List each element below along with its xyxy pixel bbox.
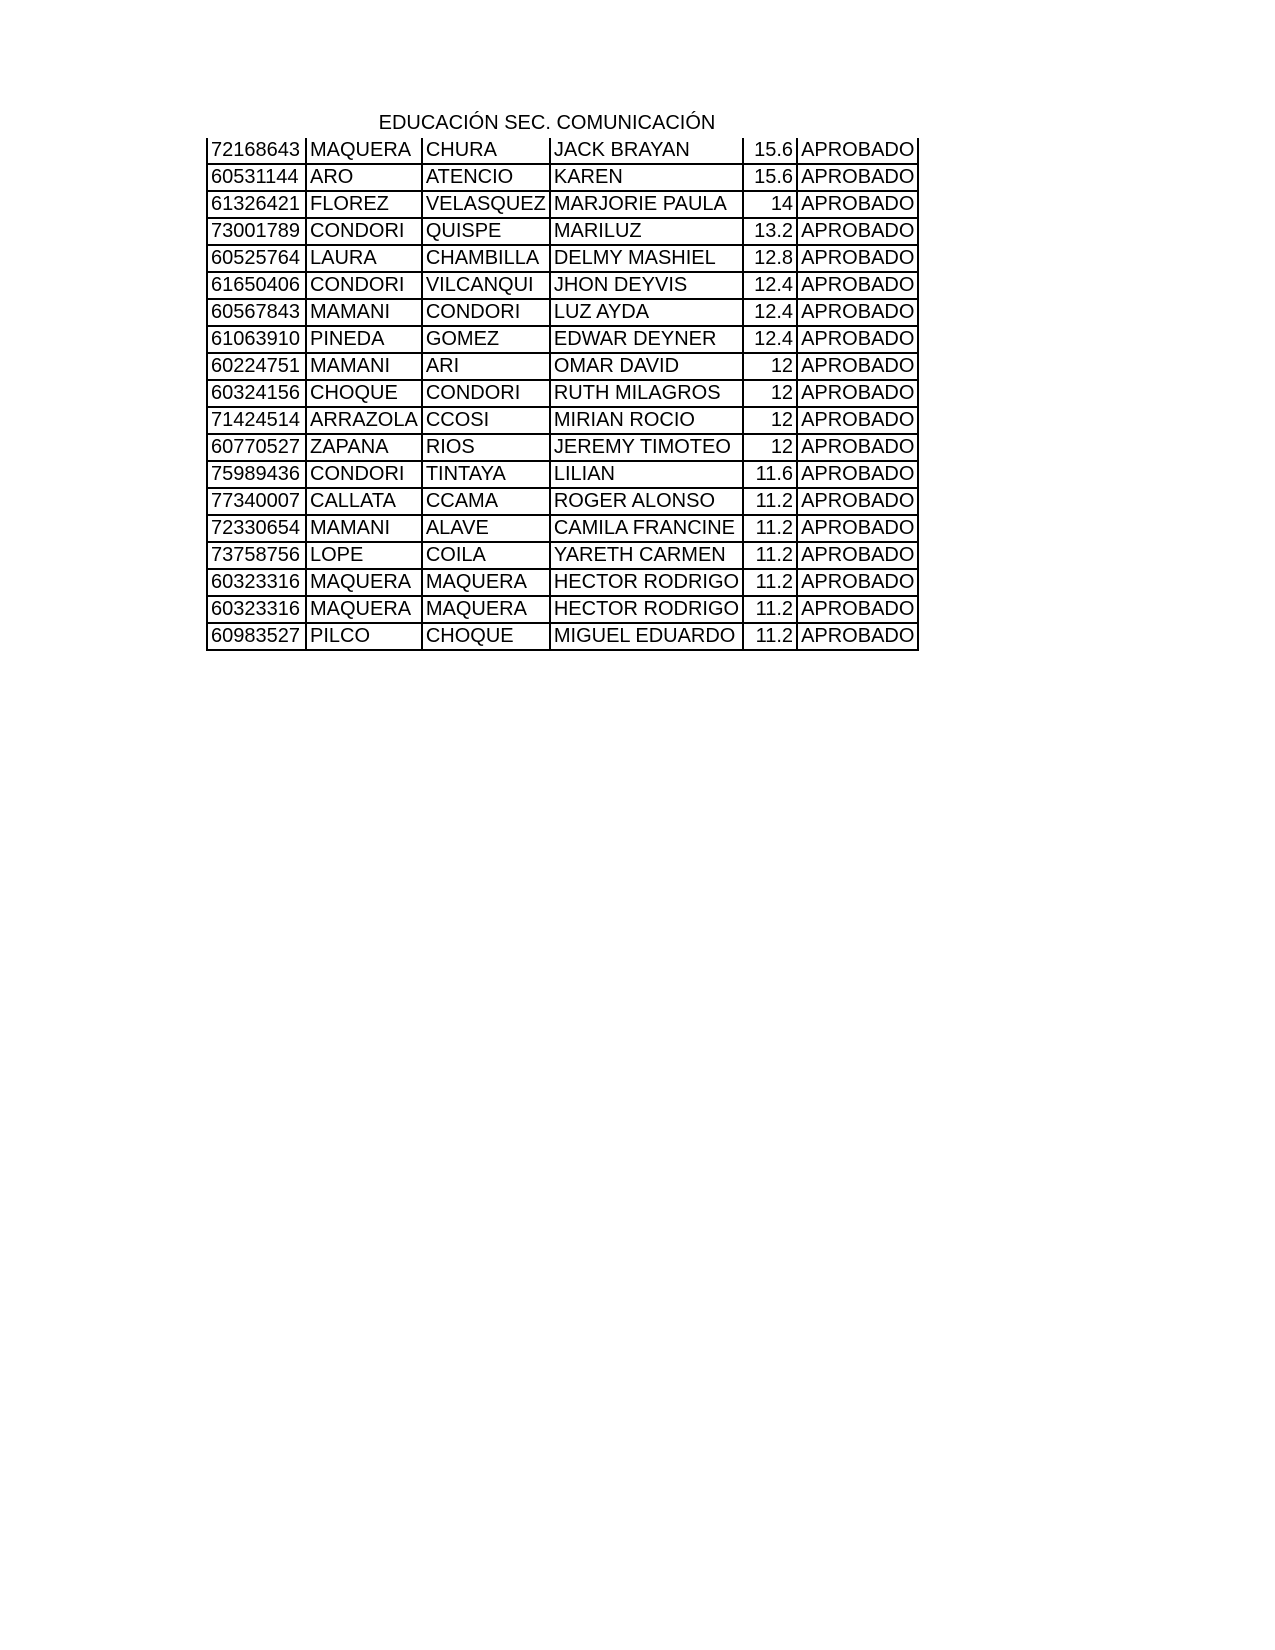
second-surname-cell: ALAVE xyxy=(422,515,550,542)
grade-cell: 12.4 xyxy=(743,299,797,326)
table-row xyxy=(207,461,918,488)
grade-cell: 12.4 xyxy=(743,326,797,353)
first-surname-cell: ARO xyxy=(306,164,422,191)
dni-cell: 60531144 xyxy=(207,164,306,191)
status-cell: APROBADO xyxy=(797,353,918,380)
first-surname-cell: LOPE xyxy=(306,542,422,569)
first-surname-cell: CONDORI xyxy=(306,461,422,488)
given-names-cell: JHON DEYVIS xyxy=(550,272,743,299)
status-cell: APROBADO xyxy=(797,461,918,488)
given-names-cell: KAREN xyxy=(550,164,743,191)
given-names-cell: HECTOR RODRIGO xyxy=(550,596,743,623)
table-row xyxy=(207,488,918,515)
table-row xyxy=(207,596,918,623)
table-row xyxy=(207,326,918,353)
second-surname-cell: CHURA xyxy=(422,138,550,164)
dni-cell: 72330654 xyxy=(207,515,306,542)
given-names-cell: ROGER ALONSO xyxy=(550,488,743,515)
first-surname-cell: MAQUERA xyxy=(306,596,422,623)
first-surname-cell: PINEDA xyxy=(306,326,422,353)
status-cell: APROBADO xyxy=(797,569,918,596)
results-table xyxy=(206,138,919,651)
grade-cell: 11.2 xyxy=(743,596,797,623)
given-names-cell: LILIAN xyxy=(550,461,743,488)
first-surname-cell: MAMANI xyxy=(306,353,422,380)
dni-cell: 72168643 xyxy=(207,138,306,164)
grade-cell: 11.2 xyxy=(743,569,797,596)
dni-cell: 60983527 xyxy=(207,623,306,650)
first-surname-cell: MAMANI xyxy=(306,299,422,326)
second-surname-cell: RIOS xyxy=(422,434,550,461)
table-row xyxy=(207,515,918,542)
table-row xyxy=(207,542,918,569)
grade-cell: 12 xyxy=(743,434,797,461)
table-row xyxy=(207,569,918,596)
given-names-cell: MARJORIE PAULA xyxy=(550,191,743,218)
first-surname-cell: FLOREZ xyxy=(306,191,422,218)
first-surname-cell: CHOQUE xyxy=(306,380,422,407)
table-row xyxy=(207,164,918,191)
second-surname-cell: CHAMBILLA xyxy=(422,245,550,272)
given-names-cell: EDWAR DEYNER xyxy=(550,326,743,353)
grade-cell: 12 xyxy=(743,380,797,407)
first-surname-cell: ARRAZOLA xyxy=(306,407,422,434)
status-cell: APROBADO xyxy=(797,191,918,218)
given-names-cell: JEREMY TIMOTEO xyxy=(550,434,743,461)
status-cell: APROBADO xyxy=(797,138,918,164)
dni-cell: 73001789 xyxy=(207,218,306,245)
table-row xyxy=(207,434,918,461)
second-surname-cell: COILA xyxy=(422,542,550,569)
status-cell: APROBADO xyxy=(797,623,918,650)
second-surname-cell: CCAMA xyxy=(422,488,550,515)
table-row xyxy=(207,138,918,164)
grade-cell: 12 xyxy=(743,353,797,380)
status-cell: APROBADO xyxy=(797,164,918,191)
status-cell: APROBADO xyxy=(797,218,918,245)
dni-cell: 77340007 xyxy=(207,488,306,515)
dni-cell: 61326421 xyxy=(207,191,306,218)
dni-cell: 75989436 xyxy=(207,461,306,488)
status-cell: APROBADO xyxy=(797,542,918,569)
given-names-cell: CAMILA FRANCINE xyxy=(550,515,743,542)
dni-cell: 73758756 xyxy=(207,542,306,569)
given-names-cell: MIGUEL EDUARDO xyxy=(550,623,743,650)
table-row xyxy=(207,245,918,272)
status-cell: APROBADO xyxy=(797,407,918,434)
given-names-cell: MIRIAN ROCIO xyxy=(550,407,743,434)
grade-cell: 12 xyxy=(743,407,797,434)
status-cell: APROBADO xyxy=(797,245,918,272)
second-surname-cell: TINTAYA xyxy=(422,461,550,488)
grade-cell: 15.6 xyxy=(743,164,797,191)
grade-cell: 14 xyxy=(743,191,797,218)
first-surname-cell: MAMANI xyxy=(306,515,422,542)
given-names-cell: JACK BRAYAN xyxy=(550,138,743,164)
first-surname-cell: CONDORI xyxy=(306,272,422,299)
table-row xyxy=(207,380,918,407)
grade-cell: 13.2 xyxy=(743,218,797,245)
first-surname-cell: PILCO xyxy=(306,623,422,650)
second-surname-cell: CCOSI xyxy=(422,407,550,434)
second-surname-cell: MAQUERA xyxy=(422,596,550,623)
grade-cell: 11.2 xyxy=(743,515,797,542)
first-surname-cell: CALLATA xyxy=(306,488,422,515)
second-surname-cell: MAQUERA xyxy=(422,569,550,596)
dni-cell: 60323316 xyxy=(207,569,306,596)
status-cell: APROBADO xyxy=(797,326,918,353)
given-names-cell: LUZ AYDA xyxy=(550,299,743,326)
second-surname-cell: CHOQUE xyxy=(422,623,550,650)
second-surname-cell: ARI xyxy=(422,353,550,380)
table-row xyxy=(207,407,918,434)
grade-cell: 12.4 xyxy=(743,272,797,299)
grade-cell: 15.6 xyxy=(743,138,797,164)
second-surname-cell: VELASQUEZ xyxy=(422,191,550,218)
status-cell: APROBADO xyxy=(797,434,918,461)
dni-cell: 60770527 xyxy=(207,434,306,461)
dni-cell: 61650406 xyxy=(207,272,306,299)
status-cell: APROBADO xyxy=(797,515,918,542)
table-row xyxy=(207,299,918,326)
grade-cell: 11.2 xyxy=(743,623,797,650)
results-table-body xyxy=(207,138,918,650)
dni-cell: 60525764 xyxy=(207,245,306,272)
status-cell: APROBADO xyxy=(797,380,918,407)
second-surname-cell: QUISPE xyxy=(422,218,550,245)
dni-cell: 60567843 xyxy=(207,299,306,326)
given-names-cell: HECTOR RODRIGO xyxy=(550,569,743,596)
table-row xyxy=(207,218,918,245)
grade-cell: 12.8 xyxy=(743,245,797,272)
second-surname-cell: CONDORI xyxy=(422,299,550,326)
status-cell: APROBADO xyxy=(797,488,918,515)
given-names-cell: DELMY MASHIEL xyxy=(550,245,743,272)
first-surname-cell: MAQUERA xyxy=(306,138,422,164)
first-surname-cell: LAURA xyxy=(306,245,422,272)
first-surname-cell: ZAPANA xyxy=(306,434,422,461)
table-row xyxy=(207,623,918,650)
grade-cell: 11.6 xyxy=(743,461,797,488)
first-surname-cell: CONDORI xyxy=(306,218,422,245)
status-cell: APROBADO xyxy=(797,299,918,326)
dni-cell: 60324156 xyxy=(207,380,306,407)
given-names-cell: OMAR DAVID xyxy=(550,353,743,380)
status-cell: APROBADO xyxy=(797,272,918,299)
document-title: EDUCACIÓN SEC. COMUNICACIÓN xyxy=(378,112,716,134)
dni-cell: 71424514 xyxy=(207,407,306,434)
grade-cell: 11.2 xyxy=(743,488,797,515)
dni-cell: 61063910 xyxy=(207,326,306,353)
table-row xyxy=(207,353,918,380)
first-surname-cell: MAQUERA xyxy=(306,569,422,596)
given-names-cell: YARETH CARMEN xyxy=(550,542,743,569)
dni-cell: 60224751 xyxy=(207,353,306,380)
given-names-cell: MARILUZ xyxy=(550,218,743,245)
status-cell: APROBADO xyxy=(797,596,918,623)
given-names-cell: RUTH MILAGROS xyxy=(550,380,743,407)
second-surname-cell: CONDORI xyxy=(422,380,550,407)
grade-cell: 11.2 xyxy=(743,542,797,569)
second-surname-cell: GOMEZ xyxy=(422,326,550,353)
second-surname-cell: VILCANQUI xyxy=(422,272,550,299)
table-row xyxy=(207,191,918,218)
second-surname-cell: ATENCIO xyxy=(422,164,550,191)
dni-cell: 60323316 xyxy=(207,596,306,623)
table-row xyxy=(207,272,918,299)
